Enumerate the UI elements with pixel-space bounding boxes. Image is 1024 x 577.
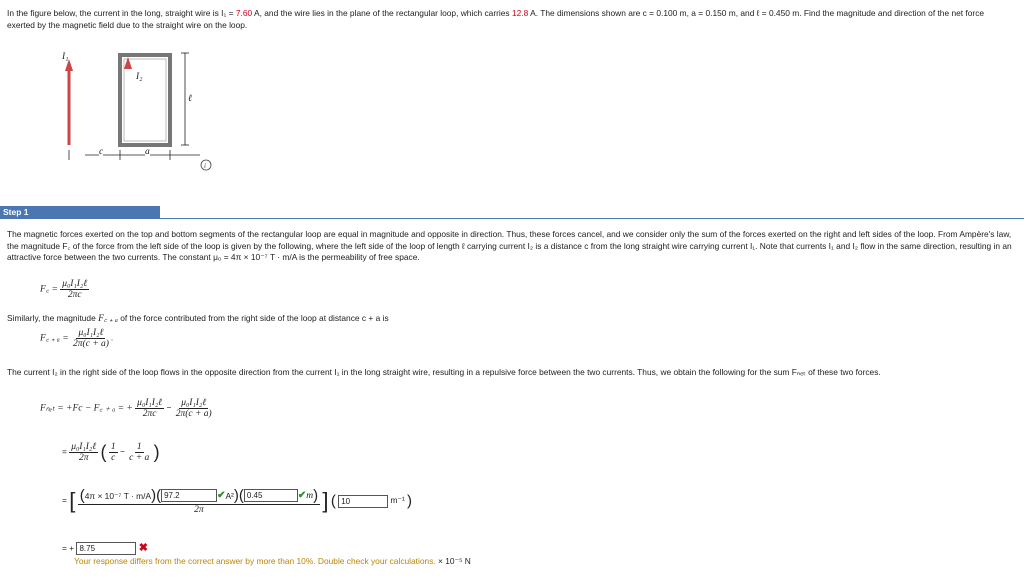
svg-text:i: i (204, 162, 206, 170)
feedback-message: Your response differs from the correct answer by more than 10%. Double check your calculations. (74, 556, 436, 566)
eq4-frac1-den: c (111, 453, 116, 463)
eq4-minus: − (119, 446, 125, 457)
step-header: Step 1 (0, 206, 160, 219)
equation-fca (40, 328, 113, 349)
eq1-numerator: μ₀I₁I₂ℓ (62, 279, 88, 289)
para2-text-a: Similarly, the magnitude (7, 313, 99, 323)
problem-text-3: A. The dimensions shown are c = 0.100 m, a = 0.150 m, and ℓ = 0.450 m. Find the magnitude and direction of the net force exerted by the magnetic field due to the straight wire on the loop. (7, 8, 985, 30)
info-icon[interactable] (201, 160, 211, 170)
loop-diagram (55, 45, 230, 175)
eq6-equals: = (62, 543, 67, 553)
i1-value: 7.60 (235, 8, 253, 18)
figure (55, 45, 230, 175)
label-i1: I₁ (62, 52, 69, 62)
equation-fnet (40, 398, 214, 419)
label-c: c (99, 147, 104, 157)
feedback-row (74, 556, 471, 566)
label-l: ℓ (188, 94, 192, 104)
equation-factored: = $\frac{\text{μ₀I₁I₂ℓ}}{2\pi}$ ( $\frac{1}{c}$ − $\frac{1}{c + a}$ ) (62, 442, 160, 463)
equation-answer (62, 541, 148, 555)
eq4-frac1-num: 1 (110, 442, 116, 452)
eq4-frac2-den: c + a (129, 453, 150, 463)
eq1-lhs: F꜀ = (40, 284, 58, 295)
check-icon: ✔ (297, 490, 307, 501)
rect-loop-inner (124, 59, 166, 141)
problem-text-1: In the figure below, the current in the long, straight wire is (7, 8, 222, 18)
eq5-constant: 4π × 10⁻⁷ T · m/A (84, 490, 152, 501)
eq2-numerator: μ₀I₁I₂ℓ (78, 328, 104, 338)
inverse-length-input[interactable]: 10 (338, 495, 388, 508)
eq4-denominator: 2π (78, 453, 89, 463)
equation-fc (40, 279, 89, 300)
step-divider (160, 218, 1024, 219)
step-paragraph-3: The current I₂ in the right side of the loop flows in the opposite direction from the current I₁ in the long straight wire, resulting in a repulsive force between the two currents. Thus, we obtain the following for the sum Fₙₑₜ of these two forces. (7, 367, 881, 377)
para2-symbol: F꜀ ₊ ₐ (98, 314, 118, 324)
problem-statement (7, 8, 1012, 31)
eq5-unit-1: A² (225, 490, 234, 501)
step-paragraph-1: The magnetic forces exerted on the top and bottom segments of the rectangular loop are equal in magnitude and opposite in direction. Thus, these forces cancel, and we consider only the sum of the forces exerted on the right and left sides of the loop. From Ampère's law, the magnitude F꜀ of the force from the left side of the loop is given by the following, where the left side of the loop of length ℓ carrying current I₂ is a distance c from the long straight wire carrying current I₁. Note that currents I₁ and I₂ flow in the same direction, resulting in an attractive force between the two currents. The constant μ₀ = 4π × 10⁻⁷ T · m/A is the permeability of free space. (7, 229, 1012, 262)
answer-input[interactable]: 8.75 (76, 542, 136, 555)
eq3-lhs: Fₙₑₜ = +Fc − F꜀ ₊ ₐ = + (40, 403, 133, 414)
step-paragraph-2 (7, 313, 1012, 326)
problem-text-2: A, and the wire lies in the plane of the rectangular loop, which carries (252, 8, 512, 18)
eq1-denominator: 2πc (67, 290, 82, 300)
eq3-denominator-2: 2π(c + a) (175, 409, 212, 419)
eq5-unit-2: m (306, 490, 314, 501)
eq4-equals: = (62, 446, 67, 457)
equation-numeric: = [ ( 4π × 10⁻⁷ T · m/A ) ( 97.2 ✔ A² ) ( 0.45 ✔ m ) 2π ] ( 10 m⁻¹ ) (62, 487, 413, 515)
x-icon: ✖ (138, 542, 149, 554)
eq2-tail: . (110, 332, 114, 343)
eq6-sign: + (69, 543, 75, 553)
eq2-denominator: 2π(c + a) (72, 339, 109, 349)
i2-value: 12.8 (511, 8, 529, 18)
eq3-numerator-1: μ₀I₁I₂ℓ (137, 398, 163, 408)
eq3-numerator-2: μ₀I₁I₂ℓ (181, 398, 207, 408)
length-input[interactable]: 0.45 (244, 489, 298, 502)
current-product-input[interactable]: 97.2 (161, 489, 217, 502)
label-a: a (145, 147, 150, 157)
i1-label: I₁ = (221, 8, 236, 18)
eq5-equals: = (62, 495, 67, 506)
eq3-denominator-1: 2πc (142, 409, 157, 419)
unit-tail: × 10⁻⁵ N (438, 556, 471, 566)
eq2-lhs: F꜀ ₊ ₐ = (40, 333, 69, 344)
eq5-denominator: 2π (194, 505, 204, 515)
eq4-frac2-num: 1 (136, 442, 142, 452)
check-icon: ✔ (217, 490, 226, 501)
eq5-unit-3: m⁻¹ (390, 495, 405, 506)
para2-text-b: of the force contributed from the right side of the loop at distance c + a is (117, 313, 389, 323)
label-i2: I₂ (136, 72, 143, 82)
eq3-minus: − (166, 402, 172, 413)
eq4-numerator: μ₀I₁I₂ℓ (71, 442, 97, 452)
